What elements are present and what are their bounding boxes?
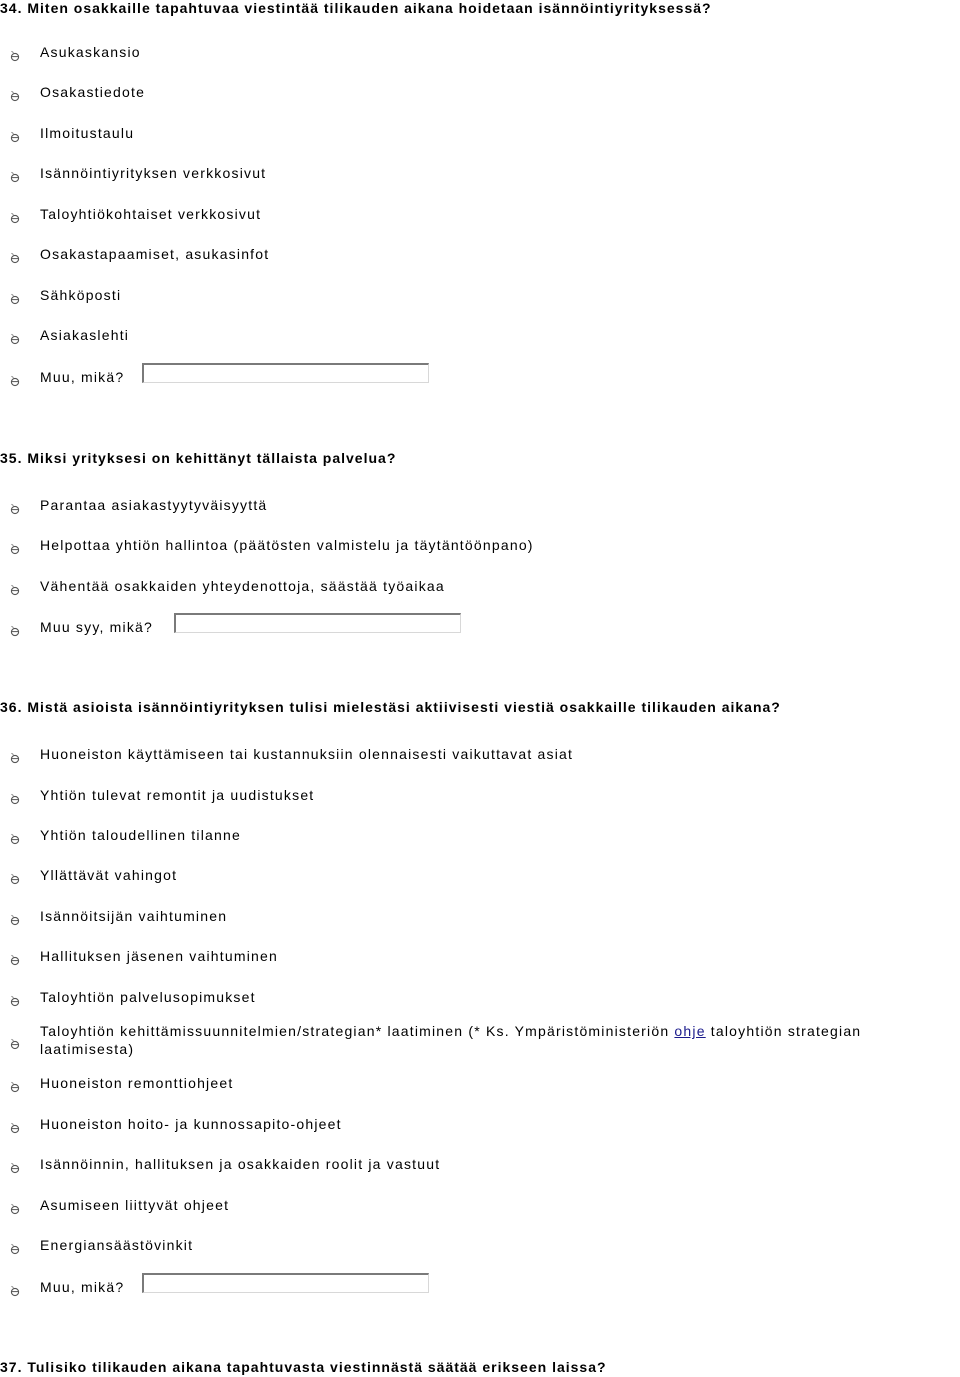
- option-label: Muu, mikä?: [40, 369, 125, 385]
- radio-button-icon[interactable]: [10, 1243, 20, 1255]
- option-label: Huoneiston käyttämiseen tai kustannuksiin olennaisesti vaikuttavat asiat: [40, 746, 574, 762]
- q36-option-asumisohjeet[interactable]: [0, 1196, 960, 1215]
- question-36-title: 36. Mistä asioista isännöintiyrityksen tulisi mielestäsi aktiivisesti viestiä osakkaille tilikauden aikana?: [0, 699, 781, 715]
- option-label: Yllättävät vahingot: [40, 867, 178, 883]
- radio-button-icon[interactable]: [10, 1122, 20, 1134]
- radio-button-icon[interactable]: [10, 171, 20, 183]
- q36-option-palvelusopimukset[interactable]: [0, 988, 960, 1007]
- radio-button-icon[interactable]: [10, 625, 20, 637]
- question-34-title: 34. Miten osakkaille tapahtuvaa viestintää tilikauden aikana hoidetaan isännöintiyrityksessä?: [0, 0, 712, 16]
- q34-option-osakastiedote[interactable]: [0, 83, 960, 102]
- q35-option-asiakastyytyvaisyys[interactable]: [0, 496, 960, 515]
- option-label: Vähentää osakkaiden yhteydenottoja, säästää työaikaa: [40, 578, 445, 594]
- radio-button-icon[interactable]: [10, 1081, 20, 1093]
- radio-button-icon[interactable]: [10, 543, 20, 555]
- option-label: Isännöintiyrityksen verkkosivut: [40, 165, 267, 181]
- radio-button-icon[interactable]: [10, 995, 20, 1007]
- radio-button-icon[interactable]: [10, 584, 20, 596]
- q36-option-isannoitsija[interactable]: [0, 907, 960, 926]
- q36-option-energiansaasto[interactable]: [0, 1236, 960, 1255]
- option-label-text: taloyhtiön strategian laatimisesta): [40, 1023, 862, 1057]
- option-label: Muu syy, mikä?: [40, 619, 154, 635]
- question-37-title: 37. Tulisiko tilikauden aikana tapahtuvasta viestinnästä säätää erikseen laissa?: [0, 1359, 607, 1375]
- option-label: Osakastiedote: [40, 84, 146, 100]
- option-label: Helpottaa yhtiön hallintoa (päätösten valmistelu ja täytäntöönpano): [40, 537, 534, 553]
- q36-option-strategia[interactable]: [0, 1022, 960, 1058]
- q34-other-input[interactable]: [142, 363, 429, 383]
- option-label: Asukaskansio: [40, 44, 141, 60]
- option-label: Ilmoitustaulu: [40, 125, 135, 141]
- radio-button-icon[interactable]: [10, 914, 20, 926]
- radio-button-icon[interactable]: [10, 1203, 20, 1215]
- option-label: Yhtiön tulevat remontit ja uudistukset: [40, 787, 315, 803]
- q35-other-input[interactable]: [174, 613, 461, 633]
- option-label: Huoneiston remonttiohjeet: [40, 1075, 234, 1091]
- q36-option-huoneiston-kaytto[interactable]: [0, 745, 960, 764]
- option-label: Sähköposti: [40, 287, 122, 303]
- option-label: Muu, mikä?: [40, 1279, 125, 1295]
- option-label: Taloyhtiön palvelusopimukset: [40, 989, 256, 1005]
- q34-option-osakastapaamiset[interactable]: [0, 245, 960, 264]
- radio-button-icon[interactable]: [10, 752, 20, 764]
- q34-option-asiakaslehti[interactable]: [0, 326, 960, 345]
- radio-button-icon[interactable]: [10, 503, 20, 515]
- option-label: Asiakaslehti: [40, 327, 130, 343]
- ohje-link[interactable]: ohje: [674, 1023, 706, 1039]
- option-label: Huoneiston hoito- ja kunnossapito-ohjeet: [40, 1116, 342, 1132]
- radio-button-icon[interactable]: [10, 375, 20, 387]
- radio-button-icon[interactable]: [10, 333, 20, 345]
- radio-button-icon[interactable]: [10, 293, 20, 305]
- option-label: Taloyhtiökohtaiset verkkosivut: [40, 206, 262, 222]
- q35-option-yhteydenotot[interactable]: [0, 577, 960, 596]
- q36-option-roolit[interactable]: [0, 1155, 960, 1174]
- option-label: Hallituksen jäsenen vaihtuminen: [40, 948, 278, 964]
- q36-option-hoito-ohjeet[interactable]: [0, 1115, 960, 1134]
- option-label: Asumiseen liittyvät ohjeet: [40, 1197, 230, 1213]
- radio-button-icon[interactable]: [10, 793, 20, 805]
- radio-button-icon[interactable]: [10, 1285, 20, 1297]
- radio-button-icon[interactable]: [10, 1162, 20, 1174]
- radio-button-icon[interactable]: [10, 212, 20, 224]
- q35-option-hallinto[interactable]: [0, 536, 960, 555]
- option-label: Isännöitsijän vaihtuminen: [40, 908, 228, 924]
- radio-button-icon[interactable]: [10, 50, 20, 62]
- option-label: Osakastapaamiset, asukasinfot: [40, 246, 270, 262]
- radio-button-icon[interactable]: [10, 252, 20, 264]
- q34-option-taloyhtio-verkkosivut[interactable]: [0, 205, 960, 224]
- option-label-text: Taloyhtiön kehittämissuunnitelmien/strategian* laatiminen (* Ks. Ympäristöministeriön: [40, 1023, 675, 1039]
- q34-option-sahkoposti[interactable]: [0, 286, 960, 305]
- radio-button-icon[interactable]: [10, 954, 20, 966]
- q35-option-muu[interactable]: [0, 618, 960, 637]
- question-35-title: 35. Miksi yrityksesi on kehittänyt tällaista palvelua?: [0, 450, 397, 466]
- q34-option-asukaskansio[interactable]: [0, 43, 960, 62]
- q36-option-remonttiohjeet[interactable]: [0, 1074, 960, 1093]
- option-label: Yhtiön taloudellinen tilanne: [40, 827, 241, 843]
- radio-button-icon[interactable]: [10, 90, 20, 102]
- q36-option-vahingot[interactable]: [0, 866, 960, 885]
- q36-option-talous[interactable]: [0, 826, 960, 845]
- q36-option-hallitus[interactable]: [0, 947, 960, 966]
- radio-button-icon[interactable]: [10, 131, 20, 143]
- option-label: Energiansäästövinkit: [40, 1237, 194, 1253]
- q34-option-ilmoitustaulu[interactable]: [0, 124, 960, 143]
- option-label: Parantaa asiakastyytyväisyyttä: [40, 497, 268, 513]
- q36-option-remontit[interactable]: [0, 786, 960, 805]
- option-label: Isännöinnin, hallituksen ja osakkaiden roolit ja vastuut: [40, 1156, 441, 1172]
- radio-button-icon[interactable]: [10, 833, 20, 845]
- q36-other-input[interactable]: [142, 1273, 429, 1293]
- option-label: [40, 1022, 960, 1058]
- radio-button-icon[interactable]: [10, 1038, 20, 1050]
- q34-option-verkkosivut[interactable]: [0, 164, 960, 183]
- radio-button-icon[interactable]: [10, 873, 20, 885]
